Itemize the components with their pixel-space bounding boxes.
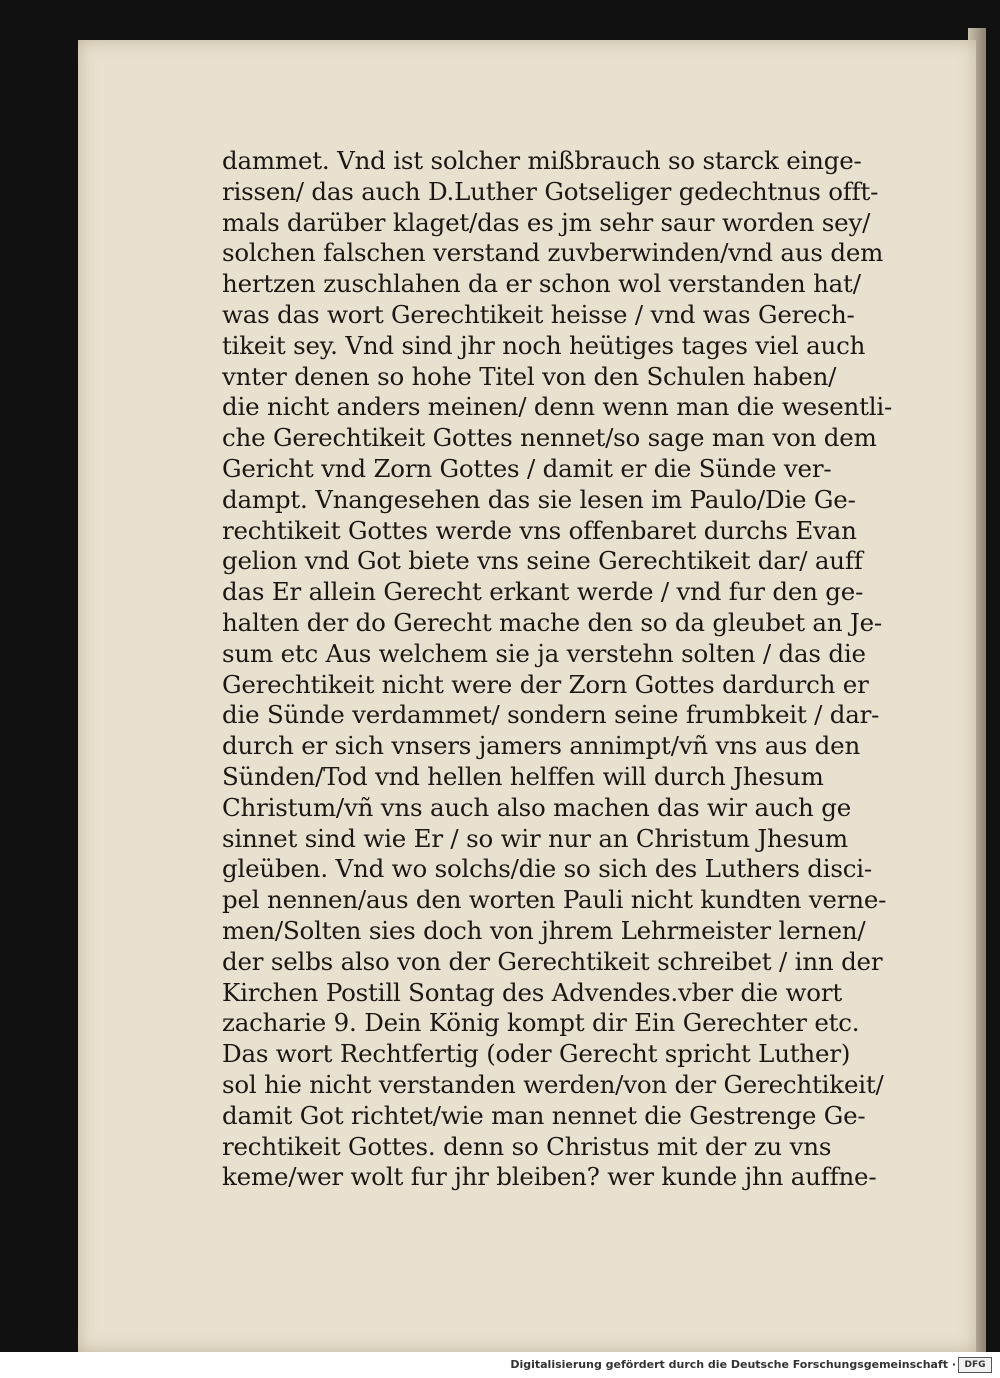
text-line: men/Solten sies doch von jhrem Lehrmeister lernen/ [222, 915, 866, 945]
text-line: Kirchen Postill Sontag des Advendes.vber die wort [222, 977, 842, 1007]
text-line: was das wort Gerechtikeit heisse / vnd was Gerech- [222, 299, 855, 329]
text-line: vnter denen so hohe Titel von den Schulen haben/ [222, 361, 837, 391]
text-line: damit Got richtet/wie man nennet die Gestrenge Ge- [222, 1100, 866, 1130]
text-line: rissen/ das auch D.Luther Gotseliger gedechtnus offt- [222, 176, 879, 206]
text-line: tikeit sey. Vnd sind jhr noch heütiges tages viel auch [222, 330, 866, 360]
footer [0, 1352, 1000, 1378]
text-line: dammet. Vnd ist solcher mißbrauch so starck einge- [222, 146, 862, 175]
dfg-logo: DFG [958, 1357, 992, 1373]
text-line: Sünden/Tod vnd hellen helffen will durch Jhesum [222, 761, 824, 791]
text-line: rechtikeit Gottes. denn so Christus mit der zu vns [222, 1131, 832, 1161]
text-line: sum etc Aus welchem sie ja verstehn solten / das die [222, 638, 866, 668]
text-line: sol hie nicht verstanden werden/von der Gerechtikeit/ [222, 1069, 884, 1099]
page-text [222, 146, 902, 1193]
text-line: mals darüber klaget/das es jm sehr saur worden sey/ [222, 207, 871, 237]
footer-credit: Digitalisierung gefördert durch die Deutsche Forschungsgemeinschaft · [510, 1358, 956, 1371]
text-line: die Sünde verdammet/ sondern seine frumbkeit / dar- [222, 700, 880, 730]
text-line: che Gerechtikeit Gottes nennet/so sage man von dem [222, 423, 877, 453]
text-line: der selbs also von der Gerechtikeit schreibet / inn der [222, 946, 883, 976]
text-line: Gerechtikeit nicht were der Zorn Gottes dardurch er [222, 669, 869, 699]
text-line: die nicht anders meinen/ denn wenn man die wesentli- [222, 392, 893, 422]
text-line: gelion vnd Got biete vns seine Gerechtikeit dar/ auff [222, 546, 863, 576]
text-line: Christum/vñ vns auch also machen das wir auch ge [222, 792, 851, 822]
text-line: gleüben. Vnd wo solchs/die so sich des Luthers disci- [222, 854, 873, 884]
text-line: durch er sich vnsers jamers annimpt/vñ vns aus den [222, 731, 861, 761]
text-line: zacharie 9. Dein König kompt dir Ein Gerechter etc. [222, 1008, 860, 1038]
text-line: halten der do Gerecht mache den so da gleubet an Je- [222, 607, 883, 637]
text-line: pel nennen/aus den worten Pauli nicht kundten verne- [222, 885, 887, 915]
text-line: rechtikeit Gottes werde vns offenbaret durchs Evan [222, 515, 857, 545]
text-line: solchen falschen verstand zuvberwinden/vnd aus dem [222, 238, 884, 268]
text-line: das Er allein Gerecht erkant werde / vnd fur den ge- [222, 577, 864, 607]
text-line: Gericht vnd Zorn Gottes / damit er die Sünde ver- [222, 453, 832, 483]
text-line: keme/wer wolt fur jhr bleiben? wer kunde jhn auffne- [222, 1162, 877, 1192]
text-line: Das wort Rechtfertig (oder Gerecht spricht Luther) [222, 1039, 851, 1069]
text-line: sinnet sind wie Er / so wir nur an Christum Jhesum [222, 823, 848, 853]
text-line: dampt. Vnangesehen das sie lesen im Paulo/Die Ge- [222, 484, 856, 514]
text-line: hertzen zuschlahen da er schon wol verstanden hat/ [222, 269, 861, 299]
